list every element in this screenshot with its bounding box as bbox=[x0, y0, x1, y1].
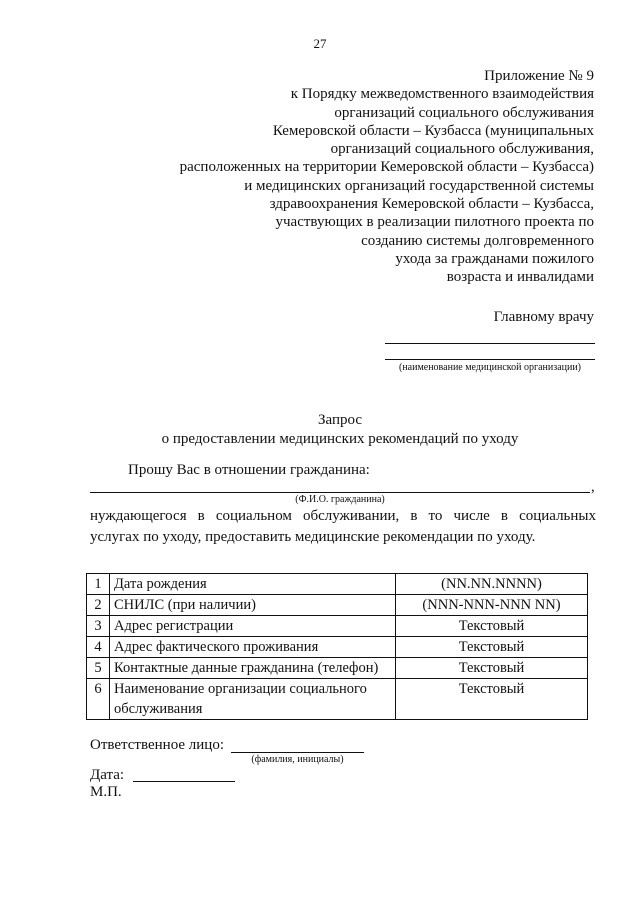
organization-caption: (наименование медицинской организации) bbox=[398, 362, 582, 373]
field-format: Текстовый bbox=[396, 637, 588, 658]
table-row bbox=[87, 616, 588, 637]
table-row bbox=[87, 658, 588, 679]
field-format: Текстовый bbox=[396, 616, 588, 637]
table-row bbox=[87, 637, 588, 658]
responsible-person-line[interactable] bbox=[231, 752, 364, 753]
row-number: 5 bbox=[87, 658, 110, 679]
field-format: Текстовый bbox=[396, 658, 588, 679]
request-subheading: о предоставлении медицинских рекомендаций по уходу bbox=[161, 431, 519, 447]
appendix-line: Кемеровской области – Кузбасса (муниципальных bbox=[272, 122, 594, 139]
date-label: Дата: bbox=[90, 767, 125, 783]
appendix-line: созданию системы долговременного bbox=[361, 232, 594, 249]
date-line[interactable] bbox=[133, 781, 235, 782]
appendix-line: возраста и инвалидами bbox=[446, 269, 594, 286]
appendix-line: к Порядку межведомственного взаимодействия bbox=[290, 86, 594, 103]
appendix-line: Приложение № 9 bbox=[484, 68, 594, 84]
field-name: Контактные данные гражданина (телефон) bbox=[110, 658, 396, 679]
organization-name-line[interactable] bbox=[385, 343, 595, 344]
field-name: СНИЛС (при наличии) bbox=[110, 595, 396, 616]
request-title bbox=[0, 411, 640, 449]
appendix-line: ухода за гражданами пожилого bbox=[395, 250, 594, 267]
table-row bbox=[87, 574, 588, 595]
field-name: Адрес регистрации bbox=[110, 616, 396, 637]
appendix-line: здравоохранения Кемеровской области – Кузбасса, bbox=[269, 196, 594, 213]
table-row bbox=[87, 595, 588, 616]
row-number: 4 bbox=[87, 637, 110, 658]
citizen-name-line[interactable] bbox=[90, 492, 590, 493]
appendix-line: организаций социального обслуживания, bbox=[330, 141, 594, 158]
appendix-line: и медицинских организаций государственной системы bbox=[244, 177, 594, 194]
seal-label: М.П. bbox=[90, 784, 122, 800]
row-number: 1 bbox=[87, 574, 110, 595]
citizen-data-table bbox=[86, 573, 588, 720]
appendix-line: участвующих в реализации пилотного проекта по bbox=[275, 214, 594, 231]
field-format: Текстовый bbox=[396, 679, 588, 720]
field-format: (NN.NN.NNNN) bbox=[396, 574, 588, 595]
responsible-person-caption: (фамилия, инициалы) bbox=[251, 754, 344, 765]
appendix-line: расположенных на территории Кемеровской области – Кузбасса) bbox=[179, 159, 594, 176]
request-intro: Прошу Вас в отношении гражданина: bbox=[128, 462, 370, 478]
row-number: 2 bbox=[87, 595, 110, 616]
citizen-name-comma: , bbox=[591, 479, 595, 495]
table-row bbox=[87, 679, 588, 720]
responsible-person-label: Ответственное лицо: bbox=[90, 737, 224, 753]
request-text-line: нуждающегося в социальном обслуживании, в то числе в социальных bbox=[90, 508, 596, 524]
field-format: (NNN-NNN-NNN NN) bbox=[396, 595, 588, 616]
appendix-header bbox=[134, 67, 594, 287]
addressee-label: Главному врачу bbox=[493, 309, 594, 325]
organization-name-line-2[interactable] bbox=[385, 359, 595, 360]
field-name: Адрес фактического проживания bbox=[110, 637, 396, 658]
citizen-name-caption: (Ф.И.О. гражданина) bbox=[295, 494, 385, 505]
page-number: 27 bbox=[313, 36, 327, 51]
row-number: 6 bbox=[87, 679, 110, 720]
appendix-line: организаций социального обслуживания bbox=[334, 104, 594, 121]
request-heading: Запрос bbox=[317, 412, 363, 428]
field-name: Дата рождения bbox=[110, 574, 396, 595]
field-name: Наименование организации социального обслуживания bbox=[110, 679, 396, 720]
request-text-line: услугах по уходу, предоставить медицинские рекомендации по уходу. bbox=[90, 529, 536, 545]
row-number: 3 bbox=[87, 616, 110, 637]
